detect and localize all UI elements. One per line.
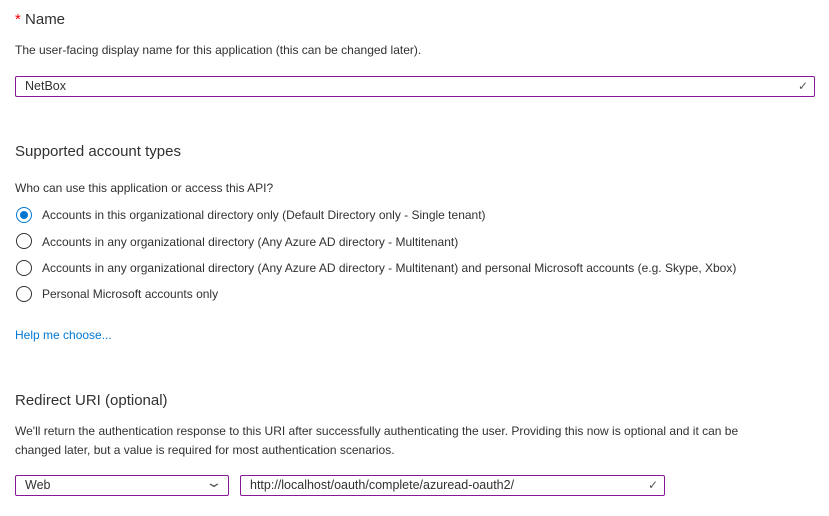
name-label: Name xyxy=(25,11,66,28)
radio-multitenant-personal[interactable] xyxy=(16,260,32,276)
account-types-heading: Supported account types xyxy=(15,143,181,160)
required-mark: * xyxy=(15,11,21,28)
radio-label[interactable]: Accounts in any organizational directory (Any Azure AD directory - Multitenant) and personal Microsoft accounts (e.g. Skype, Xbox) xyxy=(42,261,737,275)
name-input[interactable] xyxy=(15,76,815,97)
check-icon: ✓ xyxy=(797,79,808,93)
name-value: NetBox xyxy=(25,79,66,93)
radio-label[interactable]: Accounts in any organizational directory (Any Azure AD directory - Multitenant) xyxy=(42,235,459,249)
name-description: The user-facing display name for this application (this can be changed later). xyxy=(15,43,422,57)
radio-label[interactable]: Accounts in this organizational directory only (Default Directory only - Single tenant) xyxy=(42,208,486,222)
redirect-uri-input[interactable] xyxy=(240,475,665,496)
radio-label[interactable]: Personal Microsoft accounts only xyxy=(42,287,219,301)
name-heading xyxy=(15,11,65,28)
check-icon: ✓ xyxy=(647,478,658,492)
redirect-description-2: changed later, but a value is required for most authentication scenarios. xyxy=(15,443,395,457)
chevron-down-icon: ⌄ xyxy=(205,474,223,490)
platform-value: Web xyxy=(25,478,51,492)
help-me-choose-link[interactable]: Help me choose... xyxy=(15,328,112,342)
radio-multitenant[interactable] xyxy=(16,233,32,249)
account-types-question: Who can use this application or access this API? xyxy=(15,181,274,195)
radio-personal-only[interactable] xyxy=(16,286,32,302)
redirect-uri-value: http://localhost/oauth/complete/azuread-oauth2/ xyxy=(250,478,515,492)
radio-single-tenant[interactable] xyxy=(16,207,32,223)
redirect-description-1: We'll return the authentication response to this URI after successfully authenticating the user. Providing this now is optional and it can be xyxy=(15,424,739,438)
redirect-heading: Redirect URI (optional) xyxy=(15,392,168,409)
platform-select[interactable] xyxy=(15,475,229,496)
